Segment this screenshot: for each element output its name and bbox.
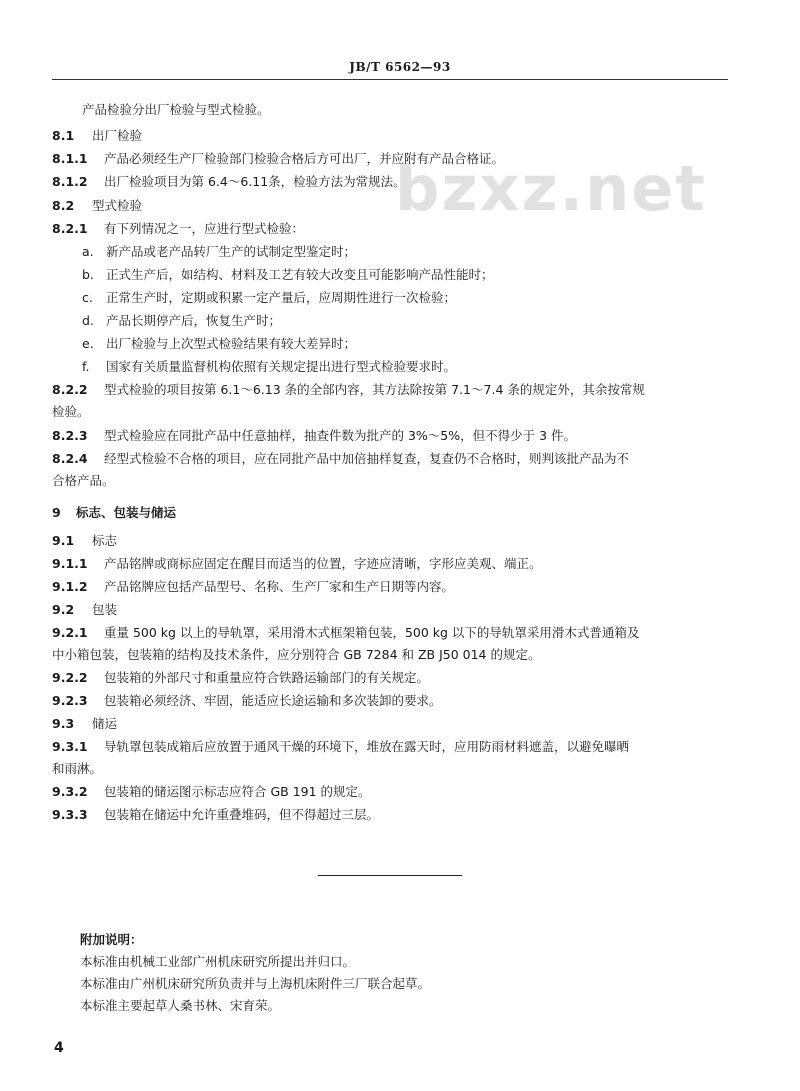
note-line: 本标准主要起草人桑书林、宋育荣。 [80,998,281,1013]
clause-9-1-2 [52,579,454,595]
clause-8-1-1 [52,151,504,167]
section-8-1 [52,128,142,144]
list-item-e [82,336,356,352]
clause-text: 型式检验的项目按第 6.1～6.13 条的全部内容，其方法除按第 7.1～7.4 条的规定外，其余按常规 [104,382,645,397]
section-8-2 [52,198,142,214]
clause-text: 包装箱的外部尺寸和重量应符合铁路运输部门的有关规定。 [104,670,430,685]
section-number: 9.2 [52,602,75,617]
list-text: 产品长期停产后，恢复生产时； [106,313,282,328]
list-item-d [82,313,281,329]
section-number: 9.3 [52,716,75,731]
clause-text: 有下列情况之一，应进行型式检验： [104,221,305,236]
clause-8-2-1 [52,221,304,237]
section-9-1 [52,533,117,549]
clause-text: 产品必须经生产厂检验部门检验合格后方可出厂，并应附有产品合格证。 [104,151,505,166]
chapter-number: 9 [52,505,61,520]
note-title: 附加说明： [80,932,143,947]
section-title: 出厂检验 [92,128,143,143]
section-9-2 [52,602,117,618]
clause-8-2-3 [52,428,576,444]
list-text: 正常生产时，定期或积累一定产量后，应周期性进行一次检验； [106,290,457,305]
note-line: 本标准由广州机床研究所负责并与上海机床附件三厂联合起草。 [80,976,431,991]
clause-number: 9.1.1 [52,556,88,571]
clause-number: 9.2.3 [52,693,88,708]
clause-number: 8.1.1 [52,151,88,166]
chapter-9 [52,505,176,521]
clause-number: 9.2.1 [52,625,88,640]
page-number: 4 [54,1040,64,1056]
clause-9-1-1 [52,556,542,572]
section-title: 型式检验 [92,198,143,213]
list-text: 国家有关质量监督机构依照有关规定提出进行型式检验要求时。 [106,359,457,374]
clause-9-3-3 [52,807,379,823]
intro-text: 产品检验分出厂检验与型式检验。 [82,102,270,117]
clause-8-1-2 [52,174,406,190]
section-9-3 [52,716,117,732]
clause-8-2-2-continued: 检验。 [52,404,90,419]
clause-text: 导轨罩包装成箱后应放置于通风干燥的环境下，堆放在露天时，应用防雨材料遮盖，以避免曝晒 [104,739,630,754]
chapter-title: 标志、包装与储运 [76,505,177,520]
clause-9-3-1 [52,739,629,755]
list-item-f [82,359,456,375]
section-number: 9.1 [52,533,75,548]
clause-text: 出厂检验项目为第 6.4～6.11条，检验方法为常规法。 [104,174,406,189]
clause-text: 经型式检验不合格的项目，应在同批产品中加倍抽样复查，复查仍不合格时，则判该批产品为不 [104,451,630,466]
clause-9-3-2 [52,784,371,800]
page-header: JB/T 6562—93 [349,60,451,74]
note-line: 本标准由机械工业部广州机床研究所提出并归口。 [80,954,356,969]
clause-text: 型式检验应在同批产品中任意抽样，抽查件数为批产的 3%～5%，但不得少于 3 件。 [104,428,577,443]
section-number: 8.2 [52,198,75,213]
clause-number: 9.3.2 [52,784,88,799]
clause-number: 8.2.1 [52,221,88,236]
clause-number: 9.3.3 [52,807,88,822]
list-mark: b. [82,267,94,282]
list-mark: c. [82,290,93,305]
list-item-b [82,267,494,283]
clause-9-2-1 [52,625,639,641]
clause-number: 8.2.2 [52,382,88,397]
clause-number: 8.2.3 [52,428,88,443]
list-mark: e. [82,336,94,351]
list-text: 新产品或老产品转厂生产的试制定型鉴定时； [106,244,357,259]
clause-text: 产品铭牌或商标应固定在醒目而适当的位置，字迹应清晰，字形应美观、端正。 [104,556,542,571]
clause-text: 包装箱的储运图示标志应符合 GB 191 的规定。 [104,784,371,799]
list-item-a [82,244,356,260]
section-title: 标志 [92,533,118,548]
clause-text: 重量 500 kg 以上的导轨罩，采用滑木式框架箱包装，500 kg 以下的导轨罩采用滑木式普通箱及 [104,625,640,640]
watermark: bzxz.net [395,152,707,225]
end-of-text-rule [318,875,462,876]
clause-8-2-2 [52,382,645,398]
section-title: 包装 [92,602,118,617]
list-text: 正式生产后，如结构、材料及工艺有较大改变且可能影响产品性能时； [106,267,494,282]
list-mark: a. [82,244,94,259]
section-title: 储运 [92,716,118,731]
section-number: 8.1 [52,128,75,143]
clause-8-2-4 [52,451,629,467]
header-rule [52,79,728,80]
clause-number: 9.1.2 [52,579,88,594]
clause-text: 产品铭牌应包括产品型号、名称、生产厂家和生产日期等内容。 [104,579,455,594]
clause-number: 9.3.1 [52,739,88,754]
clause-8-2-4-continued: 合格产品。 [52,473,115,488]
list-mark: f. [82,359,90,374]
clause-number: 9.2.2 [52,670,88,685]
list-text: 出厂检验与上次型式检验结果有较大差异时； [106,336,357,351]
clause-9-2-3 [52,693,442,709]
clause-9-3-1-continued: 和雨淋。 [52,761,103,776]
clause-number: 8.2.4 [52,451,88,466]
list-item-c [82,290,456,306]
clause-number: 8.1.2 [52,174,88,189]
clause-9-2-2 [52,670,429,686]
clause-9-2-1-continued: 中小箱包装，包装箱的结构及技术条件，应分别符合 GB 7284 和 ZB J50 014 的规定。 [52,647,541,662]
list-mark: d. [82,313,94,328]
clause-text: 包装箱在储运中允许重叠堆码，但不得超过三层。 [104,807,380,822]
clause-text: 包装箱必须经济、牢固，能适应长途运输和多次装卸的要求。 [104,693,442,708]
